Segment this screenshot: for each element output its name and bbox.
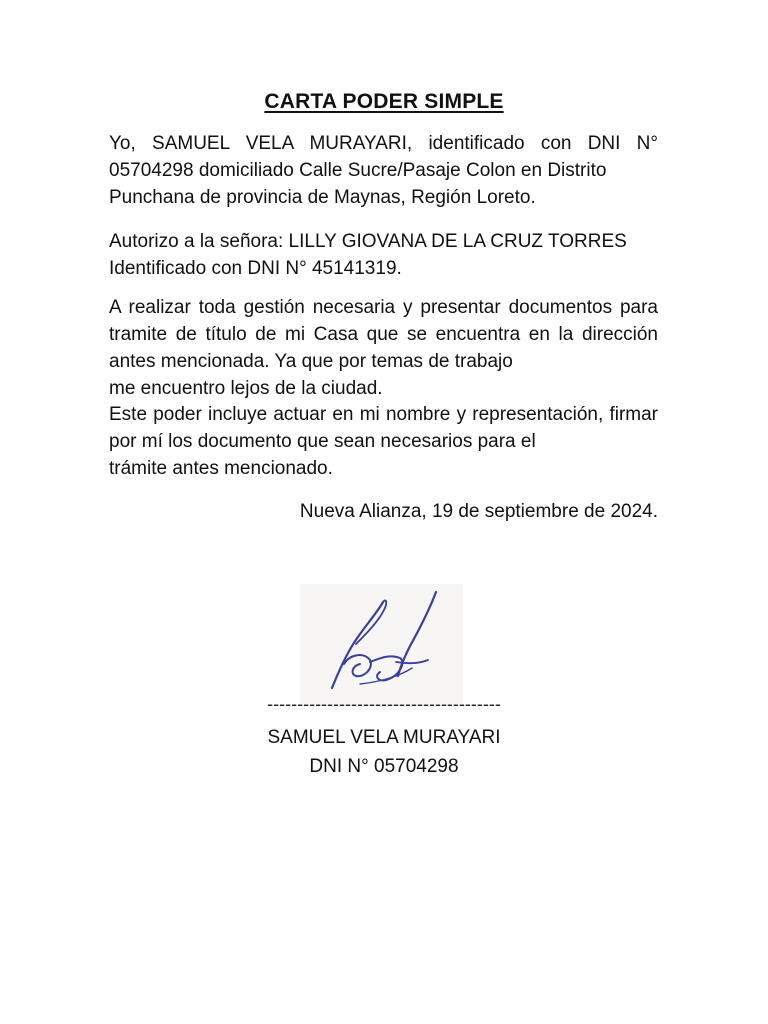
- document-title: CARTA PODER SIMPLE: [264, 90, 504, 113]
- signer-name: SAMUEL VELA MURAYARI: [267, 727, 501, 748]
- date-line: Nueva Alianza, 19 de septiembre de 2024.: [299, 501, 658, 522]
- paragraph-purpose-last-line: me encuentro lejos de la ciudad.: [109, 378, 383, 399]
- paragraph-identification-last-line: Punchana de provincia de Maynas, Región Loreto.: [109, 187, 536, 208]
- signature-image: [300, 584, 463, 704]
- paragraph-purpose-text: A realizar toda gestión necesaria y presentar documentos para tramite de título de mi Casa que se encuentra en la dirección antes mencionada. Ya que por temas de trabajo: [109, 297, 658, 372]
- paragraph-scope-last-line: trámite antes mencionado.: [109, 458, 333, 479]
- paragraph-scope: [109, 401, 658, 482]
- paragraph-authorization-text: Autorizo a la señora: LILLY GIOVANA DE LA CRUZ TORRES: [109, 231, 627, 252]
- paragraph-identification: [109, 130, 658, 211]
- paragraph-purpose: [109, 294, 658, 402]
- paragraph-identification-text: Yo, SAMUEL VELA MURAYARI, identificado con DNI N° 05704298 domiciliado Calle Sucre/Pasaje Colon en Distrito: [109, 133, 658, 181]
- signer-dni: DNI N° 05704298: [309, 756, 459, 777]
- paragraph-authorization-last-line: Identificado con DNI N° 45141319.: [109, 258, 402, 279]
- paragraph-scope-text: Este poder incluye actuar en mi nombre y representación, firmar por mí los documento que sean necesarios para el: [109, 404, 658, 452]
- handwritten-signature: [300, 584, 463, 704]
- signature-line: ---------------------------------------: [267, 694, 501, 714]
- paragraph-authorization: [109, 228, 658, 282]
